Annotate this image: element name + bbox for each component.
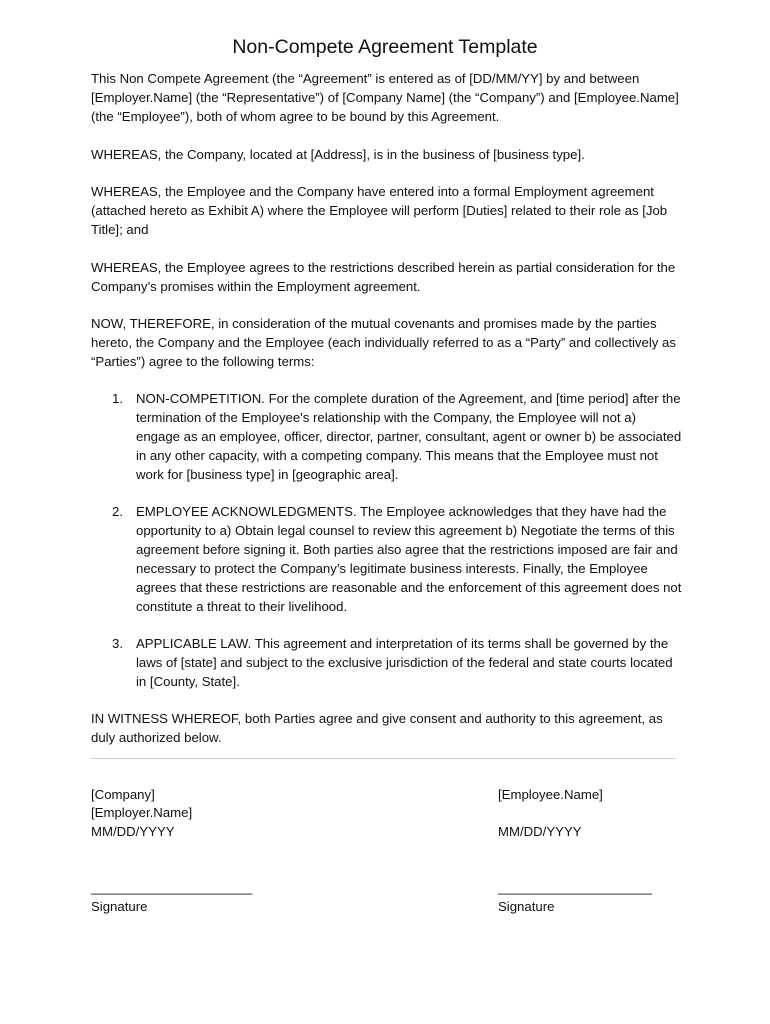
whereas-location-paragraph: WHEREAS, the Company, located at [Address], is in the business of [business type]. [91, 147, 585, 162]
document-title: Non-Compete Agreement Template [232, 36, 538, 58]
employee-signature-line: _____________________ [498, 880, 653, 895]
employee-name-placeholder: [Employee.Name] [498, 787, 603, 802]
witness-paragraph: IN WITNESS WHEREOF, both Parties agree and give consent and authority to this agreement, as duly authorized below. [91, 711, 663, 745]
clause-number: 2. [112, 504, 123, 519]
employer-signature-label: Signature [91, 899, 148, 914]
whereas-employment-paragraph: WHEREAS, the Employee and the Company have entered into a formal Employment agreement (attached hereto as Exhibit A) where the Employee will perform [Duties] related to their role as [Job Title]; and [91, 184, 668, 237]
clause-text: EMPLOYEE ACKNOWLEDGMENTS. The Employee acknowledges that they have had the opportunity to a) Obtain legal counsel to review this agreement b) Negotiate the terms of this agreement before signing it. Both parties also agree that the restrictions imposed are fair and necessary to protect the Company’s legitimate business interests. Finally, the Employee agrees that these restrictions are reasonable and the enforcement of this agreement does not constitute a threat to their livelihood. [136, 504, 682, 614]
clause-text: NON-COMPETITION. For the complete duration of the Agreement, and [time period] after the termination of the Employee's relationship with the Company, the Employee will not a) engage as an employee, officer, director, partner, consultant, agent or owner b) be associated in any other capacity, with a competing company. This means that the Employee must not work for [business type] in [geographic area]. [136, 391, 682, 482]
employer-date-placeholder: MM/DD/YYYY [91, 824, 175, 839]
now-therefore-paragraph: NOW, THEREFORE, in consideration of the mutual covenants and promises made by the parties hereto, the Company and the Employee (each individually referred to as a “Party” and collectively as “Parties”) agree to the following terms: [91, 316, 676, 369]
whereas-restrictions-paragraph: WHEREAS, the Employee agrees to the restrictions described herein as partial consideration for the Company’s promises within the Employment agreement. [91, 260, 676, 294]
divider [91, 758, 676, 759]
employer-signature-line: ______________________ [91, 880, 253, 895]
clause-number: 3. [112, 636, 123, 651]
clause-text: APPLICABLE LAW. This agreement and interpretation of its terms shall be governed by the laws of [state] and subject to the exclusive jurisdiction of the federal and state courts located in [County, State]. [136, 636, 673, 689]
employee-date-placeholder: MM/DD/YYYY [498, 824, 582, 839]
employer-name-placeholder: [Employer.Name] [91, 805, 193, 820]
company-placeholder: [Company] [91, 787, 155, 802]
intro-paragraph: This Non Compete Agreement (the “Agreement” is entered as of [DD/MM/YY] by and between [Employer.Name] (the “Representative”) of [Company Name] (the “Company”) and [Employee.Name] (the “Employee”), both of whom agree to be bound by this Agreement. [91, 71, 679, 124]
clause-number: 1. [112, 391, 123, 406]
employee-signature-label: Signature [498, 899, 555, 914]
